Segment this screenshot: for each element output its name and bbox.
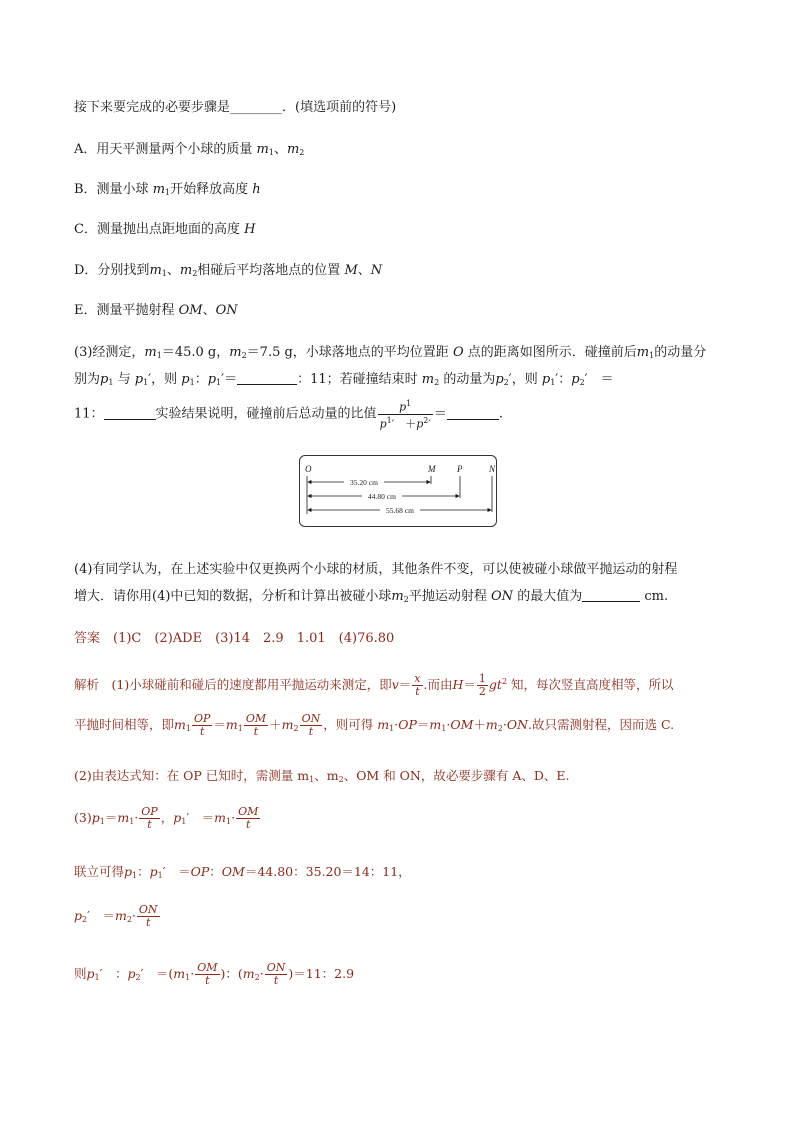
- point-label-o: O: [305, 464, 312, 474]
- analysis-line-5: 联立可得$p_1$：$p_1'$ ＝OP：OM＝44.80：35.20＝14：11，: [74, 864, 411, 880]
- diagram-svg: [300, 456, 496, 526]
- point-label-n: N: [489, 464, 496, 474]
- answer-line: 答案 (1)C (2)ADE (3)14 2.9 1.01 (4)76.80: [74, 631, 395, 646]
- analysis-line-2: 平抛时间相等，即$m_1$ $\frac{OP}{t}$ $=m_1$ $\frac{OM}{t}$ $+m_2$ $\frac{ON}{t}$ ，则可得 $m_1\cdot OP=m_1\cdot OM+m_2\cdot ON$.故只需测射程，因而选 C.: [74, 712, 675, 738]
- analysis-line-1: 解析 (1)小球碰前和碰后的速度都用平抛运动来测定，即v＝ $\frac{x}{t}$ .而由H＝ $\frac{1}{2}$ $gt^2$ 知，每次竖直高度相等，所以: [74, 672, 674, 698]
- option-a: A．用天平测量两个小球的质量 $m_1$、$m_2$: [74, 142, 305, 157]
- q2-prompt: 接下来要完成的必要步骤是________．(填选项前的符号): [74, 100, 397, 115]
- distance-diagram: [299, 455, 497, 527]
- q3-line-1: (3)经测定，$m_1=45.0$ g，$m_2=7.5$ g，小球落地点的平均位置距 O 点的距离如图所示．碰撞前后$m_1$的动量分: [74, 345, 707, 360]
- analysis-line-6: $p_2'$ $=m_2\cdot$ $\frac{ON}{t}$: [74, 903, 158, 929]
- ratio-fraction: $\frac{p^1}{p^1' +p^2'}$: [379, 399, 431, 431]
- option-d: D．分别找到$m_1$、$m_2$相碰后平均落地点的位置 M、N: [74, 263, 383, 278]
- point-label-p: P: [457, 464, 463, 474]
- analysis-line-7: 则$p_1'$ ：$p_2'$ $=(m_1\cdot$ $\frac{OM}{t}$ )：($m_2\cdot$ $\frac{ON}{t}$ )＝11：2.9: [74, 961, 355, 987]
- option-e: E．测量平抛射程 OM、ON: [74, 303, 238, 318]
- point-label-m: M: [428, 464, 436, 474]
- q4-line-2: 增大．请你用(4)中已知的数据，分析和计算出被碰小球$m_2$平抛运动射程 ON 的最大值为 cm.: [74, 589, 669, 604]
- q3-line-3: 11： 实验结果说明，碰撞前后总动量的比值 $\frac{p^1}{p^1' +p^2'}$ ＝ .: [74, 399, 503, 431]
- om-distance-label: 35.20 cm: [350, 478, 378, 487]
- option-b: B．测量小球 $m_1$开始释放高度 h: [74, 182, 261, 197]
- on-distance-label: 55.68 cm: [386, 506, 414, 515]
- option-c: C．测量抛出点距地面的高度 H: [74, 222, 256, 237]
- analysis-line-4: $(3)p_1=m_1\cdot$ $\frac{OP}{t}$ ，$p_1'$ $=m_1\cdot$ $\frac{OM}{t}$: [74, 805, 259, 831]
- analysis-line-3: (2)由表达式知：在 OP 已知时，需测量 $m_1$、$m_2$、OM 和 ON，故必要步骤有 A、D、E.: [74, 768, 570, 784]
- q4-line-1: (4)有同学认为，在上述实验中仅更换两个小球的材质，其他条件不变，可以使被碰小球做平抛运动的射程: [74, 562, 678, 577]
- q3-line-2: 别为$p_1$ 与 $p_1'$，则 $p_1$：$p_1'=$ ：11；若碰撞结束时 $m_2$ 的动量为$p_2'$，则 $p_1'$：$p_2'$ ＝: [74, 372, 614, 387]
- op-distance-label: 44.80 cm: [368, 492, 396, 501]
